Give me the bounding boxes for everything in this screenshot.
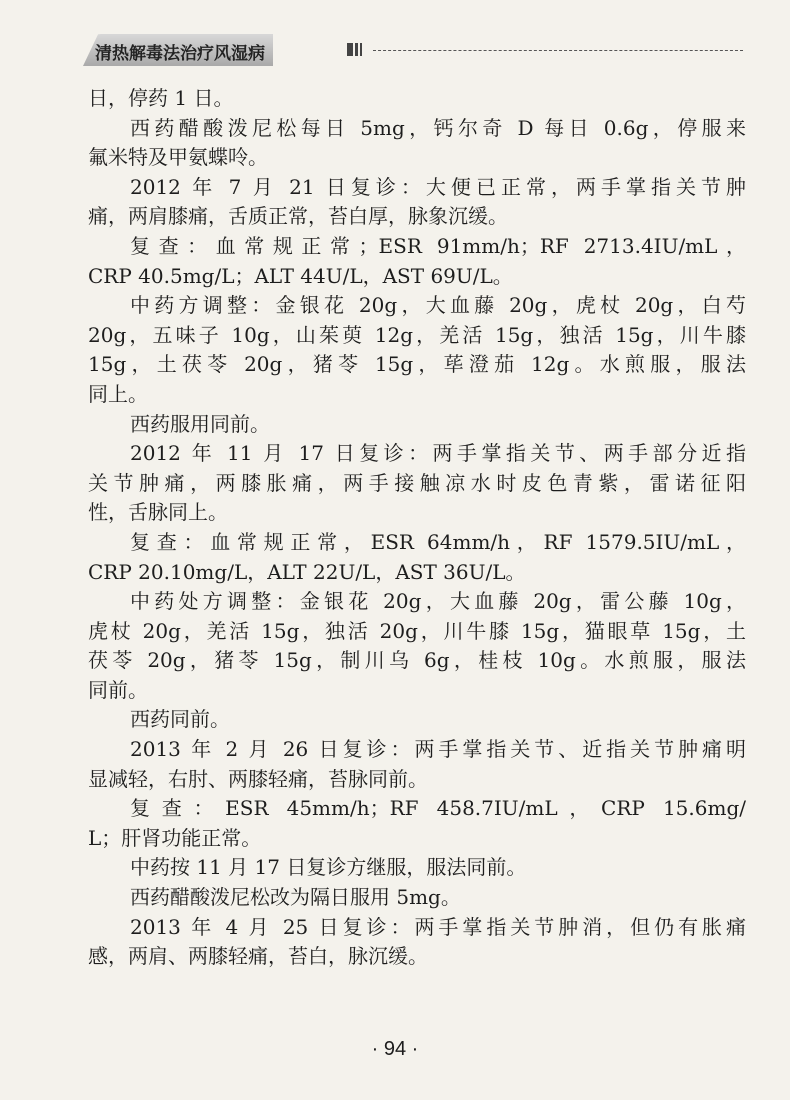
paragraph <box>88 735 746 794</box>
text-line: 西药服用同前。 <box>130 411 270 436</box>
text-line: 中药方调整：金银花 20g，大血藤 20g，虎杖 20g，白芍 <box>130 293 746 318</box>
paragraph <box>88 587 746 705</box>
paragraph <box>88 794 746 853</box>
page-body <box>88 84 746 972</box>
text-line: 性，舌脉同上。 <box>88 500 228 525</box>
text-line: L；肝肾功能正常。 <box>88 825 262 850</box>
text-line: 关节肿痛，两膝胀痛，两手接触凉水时皮色青紫，雷诺征阳 <box>88 470 746 495</box>
paragraph <box>88 705 746 735</box>
paragraph <box>88 173 746 232</box>
paragraph <box>88 84 746 114</box>
paragraph <box>88 410 746 440</box>
text-line: 2013 年 2 月 26 日复诊：两手掌指关节、近指关节肿痛明 <box>130 737 746 762</box>
text-line: 中药按 11 月 17 日复诊方继服，服法同前。 <box>130 855 527 880</box>
paragraph <box>88 913 746 972</box>
text-line: 痛，两肩膝痛，舌质正常，苔白厚，脉象沉缓。 <box>88 204 508 229</box>
page-number: · 94 · <box>371 1038 419 1060</box>
text-line: 虎杖 20g，羌活 15g，独活 20g，川牛膝 15g，猫眼草 15g，土 <box>88 618 746 643</box>
paragraph <box>88 853 746 883</box>
header-dashed-rule <box>373 50 743 51</box>
text-line: 2012 年 7 月 21 日复诊：大便已正常，两手掌指关节肿 <box>130 174 746 199</box>
text-line: 20g，五味子 10g，山茱萸 12g，羌活 15g，独活 15g，川牛膝 <box>88 322 746 347</box>
header-title: 清热解毒法治疗风湿病 <box>95 44 265 64</box>
text-line: CRP 40.5mg/L；ALT 44U/L，AST 69U/L。 <box>88 263 513 288</box>
text-line: 西药醋酸泼尼松每日 5mg，钙尔奇 D 每日 0.6g，停服来 <box>130 115 746 140</box>
text-line: 西药同前。 <box>130 707 230 732</box>
header-bars-ornament <box>347 43 364 62</box>
text-line: 中药处方调整：金银花 20g，大血藤 20g，雷公藤 10g， <box>130 589 746 614</box>
text-line: 同前。 <box>88 677 148 702</box>
text-line: 显减轻，右肘、两膝轻痛，苔脉同前。 <box>88 766 428 791</box>
paragraph <box>88 291 746 409</box>
text-line: 西药醋酸泼尼松改为隔日服用 5mg。 <box>130 885 461 910</box>
running-header <box>83 30 743 70</box>
text-line: 氟米特及甲氨蝶呤。 <box>88 145 268 170</box>
text-line: 复查：血常规正常，ESR 64mm/h，RF 1579.5IU/mL， <box>130 529 746 554</box>
text-line: 同上。 <box>88 381 148 406</box>
text-line: 茯苓 20g，猪苓 15g，制川乌 6g，桂枝 10g。水煎服，服法 <box>88 648 746 673</box>
paragraph <box>88 883 746 913</box>
paragraph <box>88 232 746 291</box>
text-line: 2013 年 4 月 25 日复诊：两手掌指关节肿消，但仍有胀痛 <box>130 914 746 939</box>
text-line: 日，停药 1 日。 <box>88 86 234 110</box>
text-line: 感，两肩、两膝轻痛，苔白，脉沉缓。 <box>88 944 428 969</box>
text-line: 15g，土茯苓 20g，猪苓 15g，荜澄茄 12g。水煎服，服法 <box>88 352 746 377</box>
text-line: CRP 20.10mg/L，ALT 22U/L，AST 36U/L。 <box>88 559 526 584</box>
text-line: 2012 年 11 月 17 日复诊：两手掌指关节、两手部分近指 <box>130 441 746 466</box>
text-line: 复查：ESR 45mm/h；RF 458.7IU/mL，CRP 15.6mg/ <box>130 796 746 821</box>
paragraph <box>88 114 746 173</box>
text-line: 复查：血常规正常；ESR 91mm/h；RF 2713.4IU/mL， <box>130 233 746 258</box>
paragraph <box>88 439 746 528</box>
paragraph <box>88 528 746 587</box>
